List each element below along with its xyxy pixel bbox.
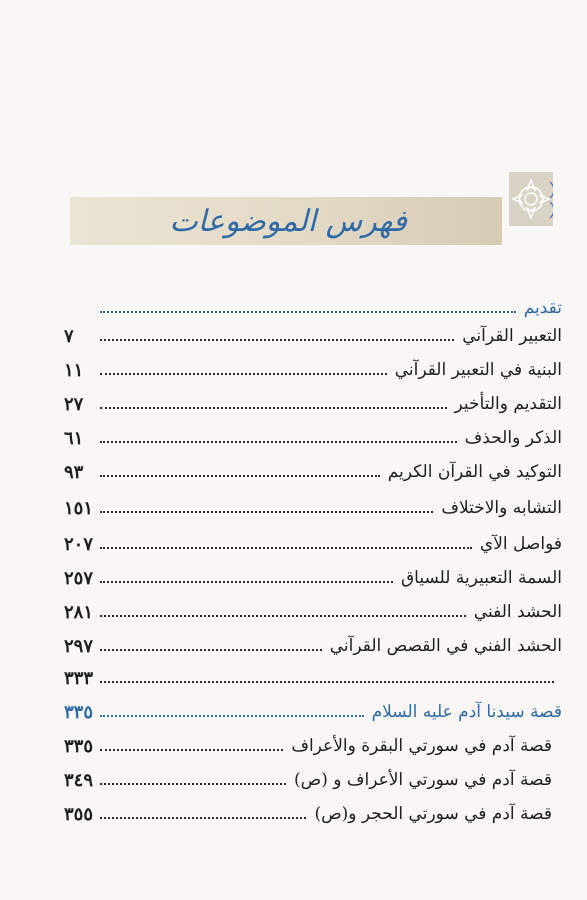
toc-entry-label: تقديم (523, 298, 562, 318)
toc-entry-label: التقديم والتأخير (454, 394, 562, 414)
dot-leader (100, 749, 283, 751)
toc-row[interactable] (64, 493, 562, 523)
toc-entry-label: الذكر والحذف (464, 428, 562, 448)
toc-entry-label: التوكيد في القرآن الكريم (387, 462, 562, 482)
toc-page-number: ٢٨١ (64, 601, 94, 623)
ornament-icon (509, 172, 553, 226)
toc-row[interactable] (64, 355, 562, 385)
toc-row[interactable] (64, 563, 562, 593)
title-band (70, 197, 502, 245)
toc-page-number: ٣٥٥ (64, 803, 94, 825)
toc-page-number: ٢٠٧ (64, 533, 94, 555)
toc-row[interactable] (64, 799, 562, 829)
toc-page-number: ٧ (64, 325, 74, 347)
dot-leader (100, 311, 516, 313)
toc-page-number: ٣٣٥ (64, 735, 94, 757)
toc-page-number: ١١ (64, 359, 84, 381)
toc-page-number: ٢٩٧ (64, 635, 94, 657)
dot-leader (100, 373, 387, 375)
toc-entry-label: البنية في التعبير القرآني (394, 360, 562, 380)
toc-page-number: ٣٣٥ (64, 701, 94, 723)
dot-leader (100, 817, 306, 819)
toc-entry-label: قصة سيدنا آدم عليه السلام (371, 702, 562, 722)
toc-entry-label: الحشد الفني (473, 602, 562, 622)
toc-page-number: ٣٤٩ (64, 769, 94, 791)
toc-row[interactable] (64, 457, 562, 487)
dot-leader (100, 475, 380, 477)
toc-page-number: ٣٣٣ (64, 667, 94, 689)
toc-row[interactable] (64, 389, 562, 419)
dot-leader (100, 547, 472, 549)
toc-row[interactable] (64, 765, 562, 795)
dot-leader (100, 649, 322, 651)
toc-page-number: ٢٧ (64, 393, 84, 415)
toc-entry-label: قصة آدم في سورتي الأعراف و (ص) (294, 770, 552, 790)
dot-leader (100, 511, 433, 513)
toc-row[interactable] (64, 663, 562, 693)
toc-row[interactable] (64, 529, 562, 559)
dot-leader (100, 615, 466, 617)
toc-page-number: ٩٣ (64, 461, 84, 483)
toc-row[interactable] (64, 321, 562, 351)
toc-row[interactable] (64, 423, 562, 453)
toc-page-number: ٢٥٧ (64, 567, 94, 589)
toc-entry-label: السمة التعبيرية للسياق (400, 568, 562, 588)
toc-entry-label: التعبير القرآني (462, 326, 562, 346)
toc-page-number: ٦١ (64, 427, 84, 449)
toc-entry-label: قصة آدم في سورتي الحجر و(ص) (314, 804, 552, 824)
toc-row[interactable] (64, 731, 562, 761)
dot-leader (100, 681, 554, 683)
dot-leader (100, 581, 393, 583)
toc-section-row[interactable] (64, 697, 562, 727)
dot-leader (100, 407, 447, 409)
toc-entry-label: الحشد الفني في القصص القرآني (329, 636, 562, 656)
dot-leader (100, 339, 454, 341)
dot-leader (100, 783, 286, 785)
page-title: فهرس الموضوعات (169, 203, 407, 239)
toc-row[interactable] (64, 597, 562, 627)
toc-row[interactable] (64, 631, 562, 661)
toc-entry-label: فواصل الآي (479, 534, 562, 554)
toc-page-number: ١٥١ (64, 497, 94, 519)
toc-entry-label: قصة آدم في سورتي البقرة والأعراف (291, 736, 552, 756)
dot-leader (100, 441, 457, 443)
toc-section-row[interactable] (64, 293, 562, 323)
dot-leader (100, 715, 364, 717)
toc-entry-label: التشابه والاختلاف (441, 498, 562, 518)
